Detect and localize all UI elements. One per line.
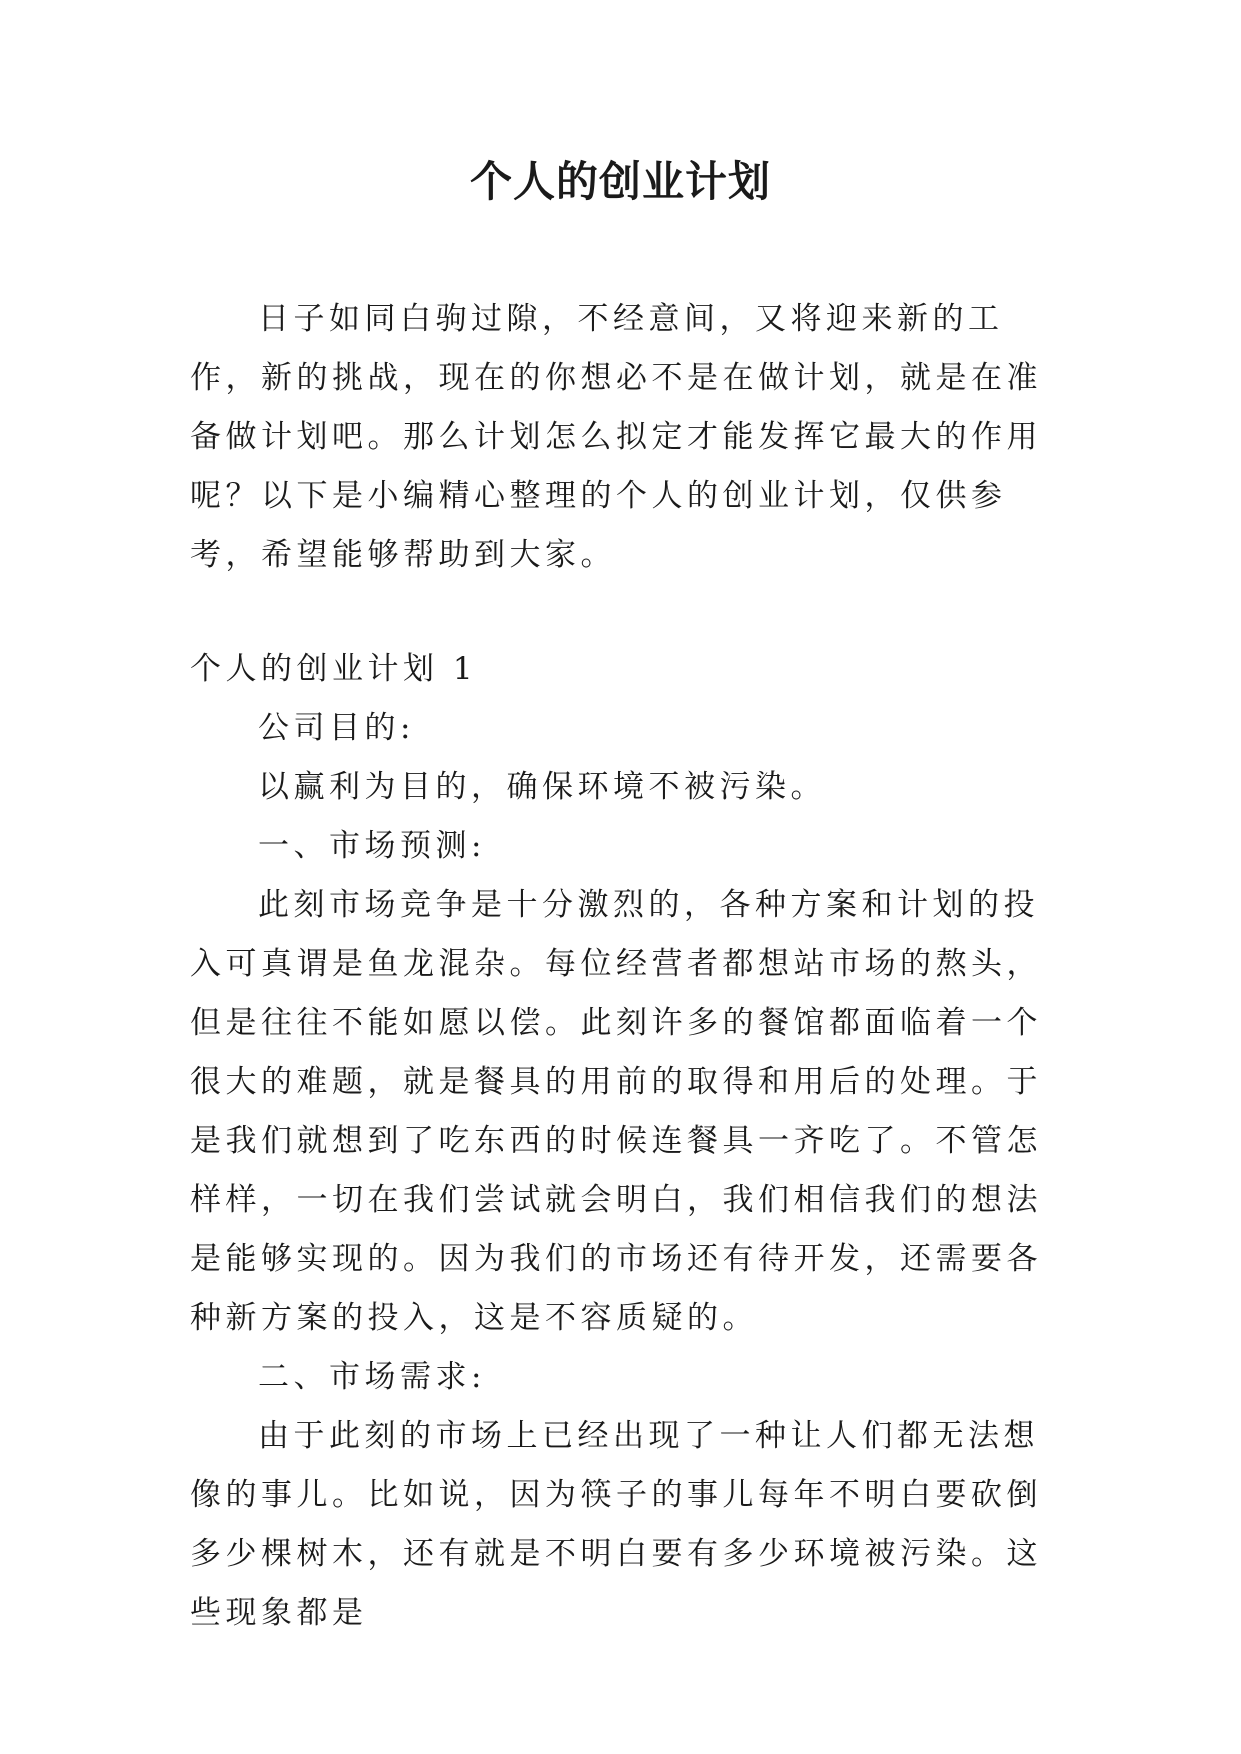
paragraph-market-demand: 由于此刻的市场上已经出现了一种让人们都无法想像的事儿。比如说，因为筷子的事儿每年不明白要砍倒多少棵树木，还有就是不明白要有多少环境被污染。这些现象都是	[190, 1418, 1042, 1631]
section-title: 个人的创业计划 1	[190, 651, 478, 687]
intro-paragraph	[190, 290, 1050, 585]
paragraph-company-purpose-label: 公司目的:	[258, 710, 415, 746]
paragraph-market-forecast: 此刻市场竞争是十分激烈的，各种方案和计划的投入可真谓是鱼龙混杂。每位经营者都想站市场的熬头，但是往往不能如愿以偿。此刻许多的餐馆都面临着一个很大的难题，就是餐具的用前的取得和用后的处理。于是我们就想到了吃东西的时候连餐具一齐吃了。不管怎样样，一切在我们尝试就会明白，我们相信我们的想法是能够实现的。因为我们的市场还有待开发，还需要各种新方案的投入，这是不容质疑的。	[190, 887, 1042, 1336]
section-content	[190, 640, 1050, 1643]
intro-text: 日子如同白驹过隙，不经意间，又将迎来新的工作，新的挑战，现在的你想必不是在做计划，就是在准备做计划吧。那么计划怎么拟定才能发挥它最大的作用呢？以下是小编精心整理的个人的创业计划，仅供参考，希望能够帮助到大家。	[190, 301, 1042, 573]
paragraph-company-purpose: 以赢利为目的，确保环境不被污染。	[258, 769, 826, 805]
paragraph-market-forecast-heading: 一、市场预测:	[258, 828, 486, 864]
document-title: 个人的创业计划	[469, 157, 771, 206]
paragraph-market-demand-heading: 二、市场需求:	[258, 1359, 486, 1395]
